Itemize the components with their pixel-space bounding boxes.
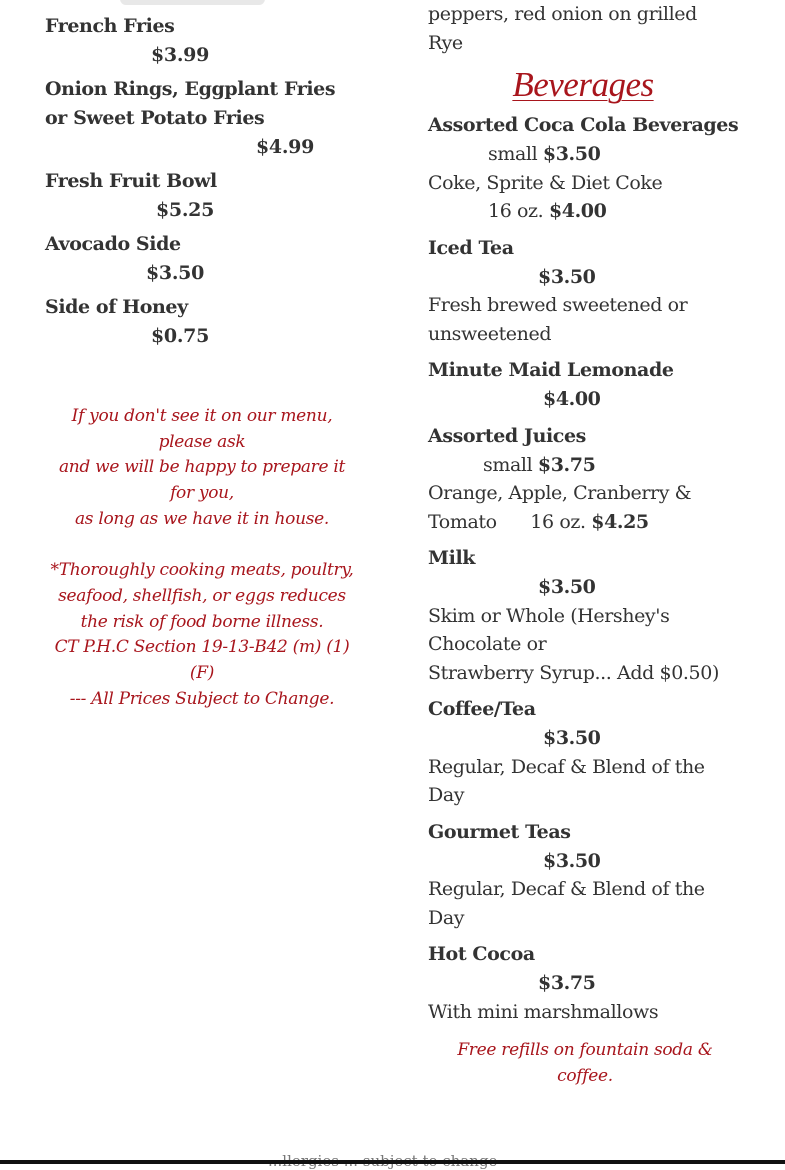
menu-item	[45, 12, 365, 69]
beverages-column	[428, 0, 758, 1089]
item-name: Gourmet Teas	[428, 820, 571, 843]
item-name: Minute Maid Lemonade	[428, 359, 674, 381]
note-line: the risk of food borne illness.	[80, 611, 324, 632]
item-price: $3.99	[151, 44, 209, 66]
note-line: and we will be happy to prepare it	[58, 457, 346, 478]
item-price: $4.00	[543, 388, 601, 410]
sides-column	[45, 12, 365, 356]
item-name: or Sweet Potato Fries	[45, 107, 265, 129]
note-line: --- All Prices Subject to Change.	[69, 688, 335, 709]
note-line: seafood, shellfish, or eggs reduces	[58, 585, 346, 606]
previous-item-description: peppers, red onion on grilled	[428, 3, 697, 25]
item-description: Strawberry Syrup... Add $0.50)	[428, 661, 719, 684]
item-description: Day	[428, 784, 465, 806]
menu-item	[45, 75, 365, 161]
beverages-heading: Beverages	[512, 65, 654, 104]
size-label: small	[483, 453, 533, 476]
item-name: Side of Honey	[45, 296, 188, 318]
item-price: $3.75	[538, 972, 596, 994]
item-name: Onion Rings, Eggplant Fries	[45, 78, 336, 100]
previous-item-description: Rye	[428, 31, 463, 54]
item-name: Assorted Coca Cola Beverages	[428, 114, 739, 136]
item-description: Chocolate or	[428, 633, 547, 655]
bottom-border	[0, 1160, 785, 1164]
beverage-item	[428, 818, 758, 933]
note-line: CT P.H.C Section 19-13-B42 (m) (1)	[54, 637, 350, 658]
item-name: Iced Tea	[428, 236, 514, 259]
item-description: Regular, Decaf & Blend of the	[428, 878, 705, 900]
item-price: $3.50	[542, 143, 601, 165]
note-spacer	[45, 533, 359, 559]
menu-notes	[45, 404, 359, 712]
item-name: French Fries	[45, 15, 175, 37]
item-price: $4.00	[548, 200, 607, 222]
size-label: 16 oz.	[488, 200, 544, 222]
item-name: Milk	[428, 547, 476, 569]
item-description: Fresh brewed sweetened or	[428, 294, 688, 316]
large-price-line	[428, 197, 758, 226]
item-description-with-price	[428, 508, 758, 537]
menu-item	[45, 293, 365, 350]
item-price: $4.99	[256, 136, 314, 158]
item-name: Coffee/Tea	[428, 698, 536, 720]
note-line: as long as we have it in house.	[74, 508, 330, 529]
item-name: Hot Cocoa	[428, 943, 535, 965]
item-price: $3.75	[537, 453, 596, 476]
item-description: Orange, Apple, Cranberry &	[428, 482, 692, 504]
beverage-item	[428, 544, 758, 687]
item-description: Skim or Whole (Hershey's	[428, 604, 670, 627]
cropped-footer-text	[268, 1152, 497, 1160]
beverage-item	[428, 234, 758, 349]
menu-item	[45, 167, 365, 224]
item-description: unsweetened	[428, 322, 552, 345]
note-line: (F)	[189, 663, 215, 684]
item-name: Avocado Side	[45, 233, 181, 255]
note-line: coffee.	[557, 1065, 613, 1086]
beverage-item	[428, 422, 758, 537]
beverage-item	[428, 111, 758, 226]
size-label: 16 oz.	[530, 510, 586, 533]
beverage-item	[428, 356, 758, 414]
top-cropped-element	[120, 0, 265, 5]
item-price: $3.50	[538, 265, 596, 288]
refill-note	[428, 1038, 742, 1089]
item-description: Regular, Decaf & Blend of the	[428, 755, 705, 778]
note-line: for you,	[170, 483, 234, 504]
item-price: $4.25	[591, 510, 649, 533]
size-label: small	[488, 143, 538, 165]
item-name: Assorted Juices	[428, 424, 586, 447]
note-line: If you don't see it on our menu,	[71, 406, 333, 426]
item-price: $5.25	[156, 199, 214, 221]
small-price-line	[428, 451, 758, 480]
menu-item	[45, 230, 365, 287]
item-description: Tomato	[428, 510, 497, 533]
item-description: Coke, Sprite & Diet Coke	[428, 171, 663, 194]
small-price-line	[428, 140, 758, 169]
note-line: *Thoroughly cooking meats, poultry,	[50, 560, 354, 581]
item-price: $3.50	[543, 849, 601, 872]
item-description: Day	[428, 906, 465, 929]
note-line: please ask	[158, 431, 246, 452]
note-line: Free refills on fountain soda &	[457, 1040, 713, 1060]
item-name: Fresh Fruit Bowl	[45, 170, 217, 192]
item-price: $3.50	[538, 576, 596, 598]
item-description: With mini marshmallows	[428, 1000, 659, 1023]
item-price: $3.50	[146, 262, 204, 284]
item-price: $0.75	[151, 325, 209, 347]
beverage-item	[428, 940, 758, 1026]
item-price: $3.50	[543, 727, 601, 749]
beverage-item	[428, 695, 758, 810]
